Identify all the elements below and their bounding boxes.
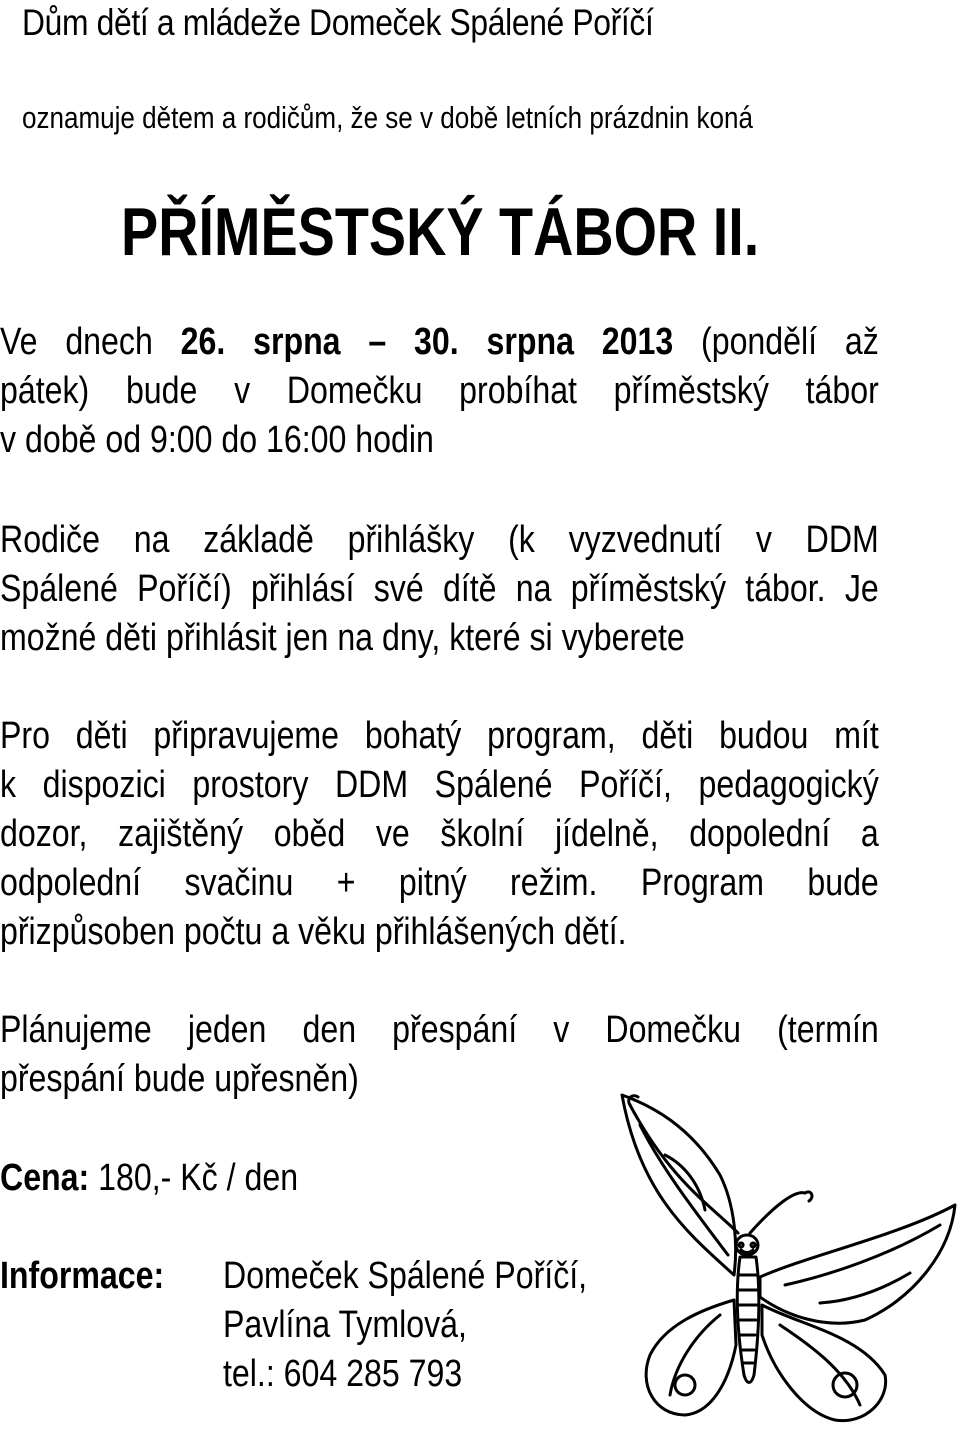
program-paragraph [0,712,879,957]
program-line-5: přizpůsoben počtu a věku přihlášených dětí. [0,911,627,953]
price-value: 180,- Kč / den [89,1157,299,1199]
program-line-2: k dispozici prostory DDM Spálené Poříčí, pedagogický [0,764,879,806]
info-person: Pavlína Tymlová, [223,1304,467,1346]
overnight-line-1: Plánujeme jeden den přespání v Domečku (termín [0,1009,879,1051]
event-title [0,194,960,270]
price-line [0,1154,298,1202]
event-dates: 26. srpna – 30. srpna 2013 [180,321,674,363]
intro-text: oznamuje dětem a rodičům, že se v době letních prázdnin koná [22,100,753,135]
program-line-4: odpolední svačinu + pitný režim. Program bude [0,862,879,904]
registration-line-2: Spálené Poříčí) přihlásí své dítě na příměstský tábor. Je [0,568,879,610]
butterfly-icon [610,1085,960,1430]
dates-line-3: v době od 9:00 do 16:00 hodin [0,419,434,461]
program-line-1: Pro děti připravujeme bohatý program, děti budou mít [0,715,879,757]
organization-name: Dům dětí a mládeže Domeček Spálené Poříčí [22,2,654,43]
registration-paragraph [0,516,879,663]
dates-line-2: pátek) bude v Domečku probíhat příměstský tábor [0,370,879,412]
info-contact [223,1252,587,1399]
event-title-text: PŘÍMĚSTSKÝ TÁBOR II. [120,194,760,270]
registration-line-1: Rodiče na základě přihlášky (k vyzvednutí v DDM [0,519,879,561]
dates-line-1: Ve dnech 26. srpna – 30. srpna 2013 (pondělí až [0,321,879,363]
info-label: Informace: [0,1255,165,1297]
overnight-line-2: přespání bude upřesněn) [0,1058,359,1100]
info-organization: Domeček Spálené Poříčí, [223,1255,588,1297]
registration-line-3: možné děti přihlásit jen na dny, které si vyberete [0,617,685,659]
dates-paragraph [0,318,879,465]
info-phone: tel.: 604 285 793 [223,1353,463,1395]
program-line-3: dozor, zajištěný oběd ve školní jídelně, dopolední a [0,813,879,855]
price-label: Cena: [0,1157,90,1199]
